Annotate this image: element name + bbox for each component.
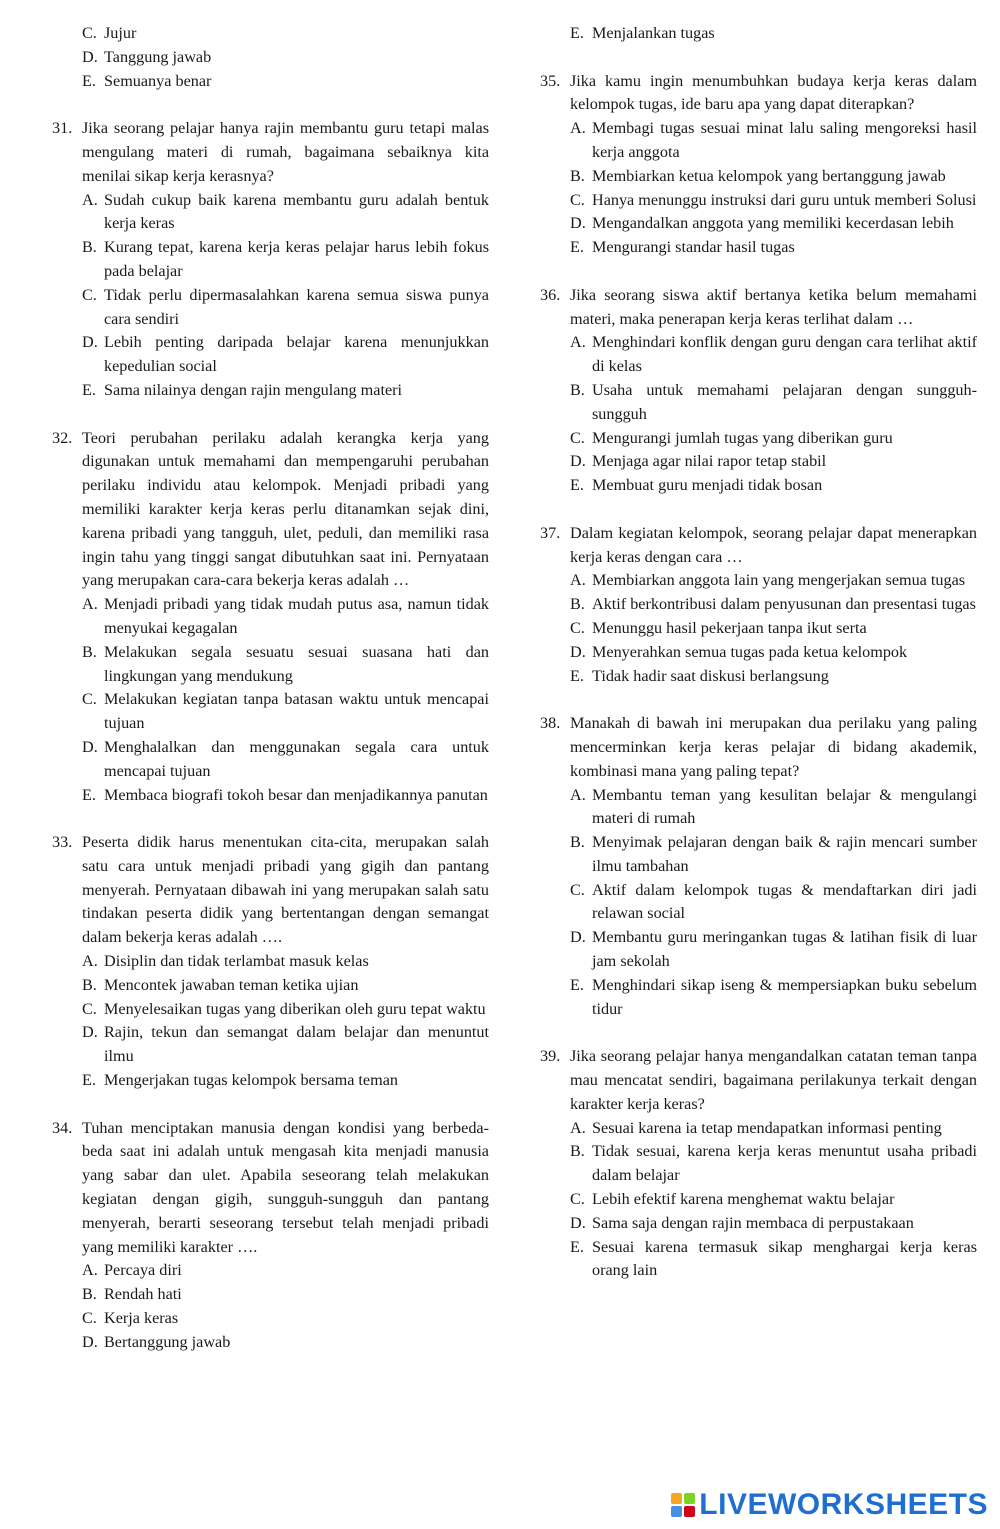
option-text: Percaya diri	[104, 1261, 182, 1280]
option-letter: B.	[570, 166, 585, 185]
option	[540, 641, 977, 665]
option-text: Aktif dalam kelompok tugas & mendaftarkan diri jadi relawan social	[592, 880, 977, 923]
option-text: Menyimak pelajaran dengan baik & rajin mencari sumber ilmu tambahan	[592, 833, 977, 875]
option	[540, 784, 977, 832]
option-text: Membantu guru meringankan tugas & latihan fisik di luar jam sekolah	[592, 928, 977, 971]
option	[540, 212, 977, 236]
option-letter: C.	[82, 690, 97, 709]
option-letter: E.	[570, 238, 584, 257]
question-text: Dalam kegiatan kelompok, seorang pelajar dapat menerapkan kerja keras dengan cara …	[570, 523, 977, 566]
option-text: Membuat guru menjadi tidak bosan	[592, 476, 823, 495]
option-text: Sudah cukup baik karena membantu guru adalah bentuk kerja keras	[104, 190, 489, 233]
option-letter: B.	[570, 1142, 585, 1161]
question-stem	[52, 117, 489, 188]
option-letter: A.	[570, 119, 586, 138]
option-letter: C.	[82, 24, 97, 42]
option-letter: B.	[82, 642, 97, 661]
option-letter: E.	[82, 71, 96, 90]
question-number: 37.	[540, 523, 561, 542]
option-text: Menghindari sikap iseng & mempersiapkan buku sebelum tidur	[592, 975, 977, 1018]
option-letter: D.	[82, 1023, 98, 1042]
option-text: Semuanya benar	[104, 71, 212, 90]
option	[540, 474, 977, 498]
question-number: 33.	[52, 833, 73, 852]
option-text: Tidak perlu dipermasalahkan karena semua siswa punya cara sendiri	[104, 285, 489, 328]
question-30-continued	[52, 22, 489, 93]
option-text: Membantu teman yang kesulitan belajar & mengulangi materi di rumah	[592, 785, 977, 828]
option-letter: C.	[570, 190, 585, 209]
option-text: Mengurangi jumlah tugas yang diberikan guru	[592, 428, 893, 447]
option	[52, 784, 489, 808]
option	[52, 189, 489, 237]
right-column	[540, 22, 977, 1283]
question-text: Manakah di bawah ini merupakan dua perilaku yang paling mencerminkan kerja keras pelajar di bidang akademik, kombinasi mana yang paling tepat?	[570, 714, 977, 780]
question-item	[540, 284, 977, 498]
option-text: Usaha untuk memahami pelajaran dengan sungguh-sungguh	[592, 380, 977, 423]
option-text: Lebih penting daripada belajar karena menunjukkan kepedulian social	[104, 333, 489, 376]
option-text: Mengurangi standar hasil tugas	[592, 238, 795, 257]
option-letter: D.	[82, 1332, 98, 1351]
question-number: 36.	[540, 285, 561, 304]
option	[52, 1307, 489, 1331]
option-text: Rajin, tekun dan semangat dalam belajar dan menuntut ilmu	[104, 1023, 489, 1066]
option-text: Menunggu hasil pekerjaan tanpa ikut serta	[592, 618, 867, 637]
left-question-list	[52, 117, 489, 1354]
option	[540, 189, 977, 213]
question-item	[540, 70, 977, 260]
question-stem	[540, 284, 977, 332]
question-number: 34.	[52, 1118, 73, 1137]
left-column	[52, 22, 489, 1355]
option	[540, 1140, 977, 1188]
option	[540, 879, 977, 927]
question-stem	[52, 831, 489, 950]
option-letter: E.	[570, 1237, 584, 1256]
option-letter: E.	[570, 666, 584, 685]
option	[540, 617, 977, 641]
option	[52, 70, 489, 94]
option	[52, 1331, 489, 1355]
option-letter: B.	[570, 380, 585, 399]
option-letter: B.	[82, 238, 97, 257]
option-letter: C.	[570, 428, 585, 447]
question-item	[52, 117, 489, 403]
option-text: Membaca biografi tokoh besar dan menjadikannya panutan	[104, 785, 488, 804]
option-letter: A.	[570, 333, 586, 352]
option-text: Tidak sesuai, karena kerja keras menuntut usaha pribadi dalam belajar	[592, 1142, 977, 1185]
question-item	[52, 1117, 489, 1355]
option	[540, 1236, 977, 1284]
option-text: Hanya menunggu instruksi dari guru untuk memberi Solusi	[592, 190, 977, 209]
option	[52, 1069, 489, 1093]
option	[52, 46, 489, 70]
option	[52, 236, 489, 284]
option-text: Menjaga agar nilai rapor tetap stabil	[592, 452, 827, 471]
option-letter: D.	[82, 333, 98, 352]
logo-grid-icon	[671, 1493, 695, 1517]
question-stem	[52, 427, 489, 594]
option	[52, 998, 489, 1022]
question-text: Jika kamu ingin menumbuhkan budaya kerja keras dalam kelompok tugas, ide baru apa yang dapat diterapkan?	[570, 71, 977, 114]
question-number: 31.	[52, 119, 73, 138]
option	[540, 22, 977, 46]
question-item	[52, 831, 489, 1093]
option-letter: E.	[570, 476, 584, 495]
option-text: Melakukan kegiatan tanpa batasan waktu untuk mencapai tujuan	[104, 690, 489, 733]
option	[540, 427, 977, 451]
option-text: Kurang tepat, karena kerja keras pelajar harus lebih fokus pada belajar	[104, 238, 489, 280]
option-text: Mencontek jawaban teman ketika ujian	[104, 975, 359, 994]
option	[540, 1188, 977, 1212]
option-letter: A.	[82, 190, 98, 209]
right-question-list	[540, 70, 977, 1284]
option	[540, 831, 977, 879]
option-letter: C.	[570, 618, 585, 637]
option-text: Menjadi pribadi yang tidak mudah putus asa, namun tidak menyukai kegagalan	[104, 595, 489, 637]
option	[52, 593, 489, 641]
option	[540, 1212, 977, 1236]
option-letter: E.	[82, 1071, 96, 1090]
option	[52, 736, 489, 784]
option-text: Sesuai karena termasuk sikap menghargai kerja keras orang lain	[592, 1237, 977, 1280]
option	[52, 1259, 489, 1283]
option	[52, 950, 489, 974]
question-stem	[52, 1117, 489, 1260]
option-text: Menjalankan tugas	[592, 24, 715, 42]
question-item	[52, 427, 489, 808]
option-letter: E.	[570, 24, 584, 42]
question-item	[540, 522, 977, 689]
option-text: Kerja keras	[104, 1309, 179, 1328]
option	[540, 379, 977, 427]
option-text: Rendah hati	[104, 1285, 182, 1304]
question-text: Peserta didik harus menentukan cita-cita, merupakan salah satu cara untuk menjadi pribadi yang gigih dan pantang menyerah. Pernyataan dibawah ini yang merupakan salah satu tindakan peserta didik yang bertentangan dengan semangat dalam bekerja keras adalah ….	[82, 833, 489, 947]
option-text: Mengerjakan tugas kelompok bersama teman	[104, 1071, 398, 1090]
option	[52, 22, 489, 46]
option-text: Sesuai karena ia tetap mendapatkan informasi penting	[592, 1118, 942, 1137]
option	[540, 569, 977, 593]
question-stem	[540, 1045, 977, 1116]
option-letter: A.	[82, 1261, 98, 1280]
option	[540, 450, 977, 474]
logo-text: LIVEWORKSHEETS	[699, 1488, 988, 1521]
option	[52, 284, 489, 332]
option	[52, 331, 489, 379]
logo-square	[671, 1506, 682, 1517]
option-letter: B.	[82, 1285, 97, 1304]
option-text: Sama nilainya dengan rajin mengulang materi	[104, 380, 403, 399]
option-text: Menyelesaikan tugas yang diberikan oleh guru tepat waktu	[104, 999, 486, 1018]
question-number: 32.	[52, 428, 73, 447]
option-letter: C.	[82, 999, 97, 1018]
question-number: 39.	[540, 1047, 561, 1066]
option-letter: A.	[570, 571, 586, 590]
option-text: Bertanggung jawab	[104, 1332, 231, 1351]
option	[540, 165, 977, 189]
question-text: Jika seorang pelajar hanya mengandalkan catatan teman tanpa mau mencatat sendiri, bagaimana perilakunya terkait dengan karakter kerja keras?	[570, 1047, 977, 1113]
option	[540, 926, 977, 974]
option-letter: D.	[570, 928, 586, 947]
option-text: Tanggung jawab	[104, 47, 212, 66]
option-text: Mengandalkan anggota yang memiliki kecerdasan lebih	[592, 214, 954, 233]
option-letter: E.	[82, 785, 96, 804]
option-letter: B.	[570, 833, 585, 852]
option-text: Jujur	[104, 24, 137, 42]
question-text: Tuhan menciptakan manusia dengan kondisi yang berbeda-beda saat ini adalah untuk mengasah kita menjadi manusia yang sabar dan ulet. Apabila seseorang telah melakukan kegiatan dengan gigih, sungguh-sungguh dan pantang menyerah, berarti seseorang tersebut telah menjadi pribadi yang memiliki karakter ….	[82, 1118, 489, 1256]
option-text: Menghalalkan dan menggunakan segala cara untuk mencapai tujuan	[104, 737, 489, 780]
logo-square	[684, 1506, 695, 1517]
option	[540, 331, 977, 379]
option	[540, 665, 977, 689]
option-text: Membiarkan ketua kelompok yang bertanggung jawab	[592, 166, 946, 185]
option-letter: B.	[570, 595, 585, 614]
option	[52, 974, 489, 998]
option	[540, 236, 977, 260]
question-stem	[540, 522, 977, 570]
option-letter: C.	[82, 1309, 97, 1328]
question-number: 35.	[540, 71, 561, 90]
option-letter: C.	[82, 285, 97, 304]
option-letter: E.	[570, 975, 584, 994]
question-stem	[540, 712, 977, 783]
option	[540, 974, 977, 1022]
option-text: Menyerahkan semua tugas pada ketua kelompok	[592, 642, 908, 661]
question-stem	[540, 70, 977, 118]
option-letter: D.	[570, 214, 586, 233]
option-letter: A.	[570, 1118, 586, 1137]
option-letter: D.	[570, 642, 586, 661]
option-letter: D.	[82, 737, 98, 756]
option-text: Disiplin dan tidak terlambat masuk kelas	[104, 952, 369, 971]
option-letter: E.	[82, 380, 96, 399]
question-text: Jika seorang pelajar hanya rajin membantu guru tetapi malas mengulang materi di rumah, bagaimana sebaiknya kita menilai sikap kerja kerasnya?	[82, 119, 489, 185]
question-item	[540, 712, 977, 1021]
option-text: Membagi tugas sesuai minat lalu saling mengoreksi hasil kerja anggota	[592, 119, 977, 161]
question-text: Teori perubahan perilaku adalah kerangka kerja yang digunakan untuk memahami dan mempengaruhi perubahan perilaku individu atau kelompok. Menjadi pribadi yang memiliki karakter kerja keras perlu ditanamkan sejak dini, karena pribadi yang tangguh, ulet, peduli, dan memiliki rasa ingin tahu yang tinggi sangat dibutuhkan saat ini. Pernyataan yang merupakan cara-cara bekerja keras adalah …	[82, 428, 489, 590]
option-text: Membiarkan anggota lain yang mengerjakan semua tugas	[592, 571, 966, 590]
question-number: 38.	[540, 714, 561, 733]
option-text: Sama saja dengan rajin membaca di perpustakaan	[592, 1213, 914, 1232]
question-34-continued	[540, 22, 977, 46]
option-text: Lebih efektif karena menghemat waktu belajar	[592, 1190, 895, 1209]
option	[52, 688, 489, 736]
question-text: Jika seorang siswa aktif bertanya ketika belum memahami materi, maka penerapan kerja keras terlihat dalam …	[570, 285, 977, 328]
logo-square	[671, 1493, 682, 1504]
option	[52, 379, 489, 403]
option-letter: C.	[570, 880, 585, 899]
option-letter: A.	[570, 785, 586, 804]
option-text: Melakukan segala sesuatu sesuai suasana hati dan lingkungan yang mendukung	[104, 642, 489, 685]
option-text: Menghindari konflik dengan guru dengan cara terlihat aktif di kelas	[592, 333, 977, 376]
option	[540, 593, 977, 617]
option	[540, 117, 977, 165]
logo-square	[684, 1493, 695, 1504]
option	[52, 1283, 489, 1307]
option-letter: A.	[82, 595, 98, 614]
option	[52, 641, 489, 689]
option-letter: D.	[570, 452, 586, 471]
option-text: Aktif berkontribusi dalam penyusunan dan presentasi tugas	[592, 595, 976, 614]
option	[52, 1021, 489, 1069]
option-letter: B.	[82, 975, 97, 994]
option-text: Tidak hadir saat diskusi berlangsung	[592, 666, 829, 685]
option-letter: D.	[570, 1213, 586, 1232]
question-item	[540, 1045, 977, 1283]
option-letter: C.	[570, 1190, 585, 1209]
option	[540, 1117, 977, 1141]
option-letter: A.	[82, 952, 98, 971]
option-letter: D.	[82, 47, 98, 66]
liveworksheets-logo	[671, 1489, 988, 1521]
